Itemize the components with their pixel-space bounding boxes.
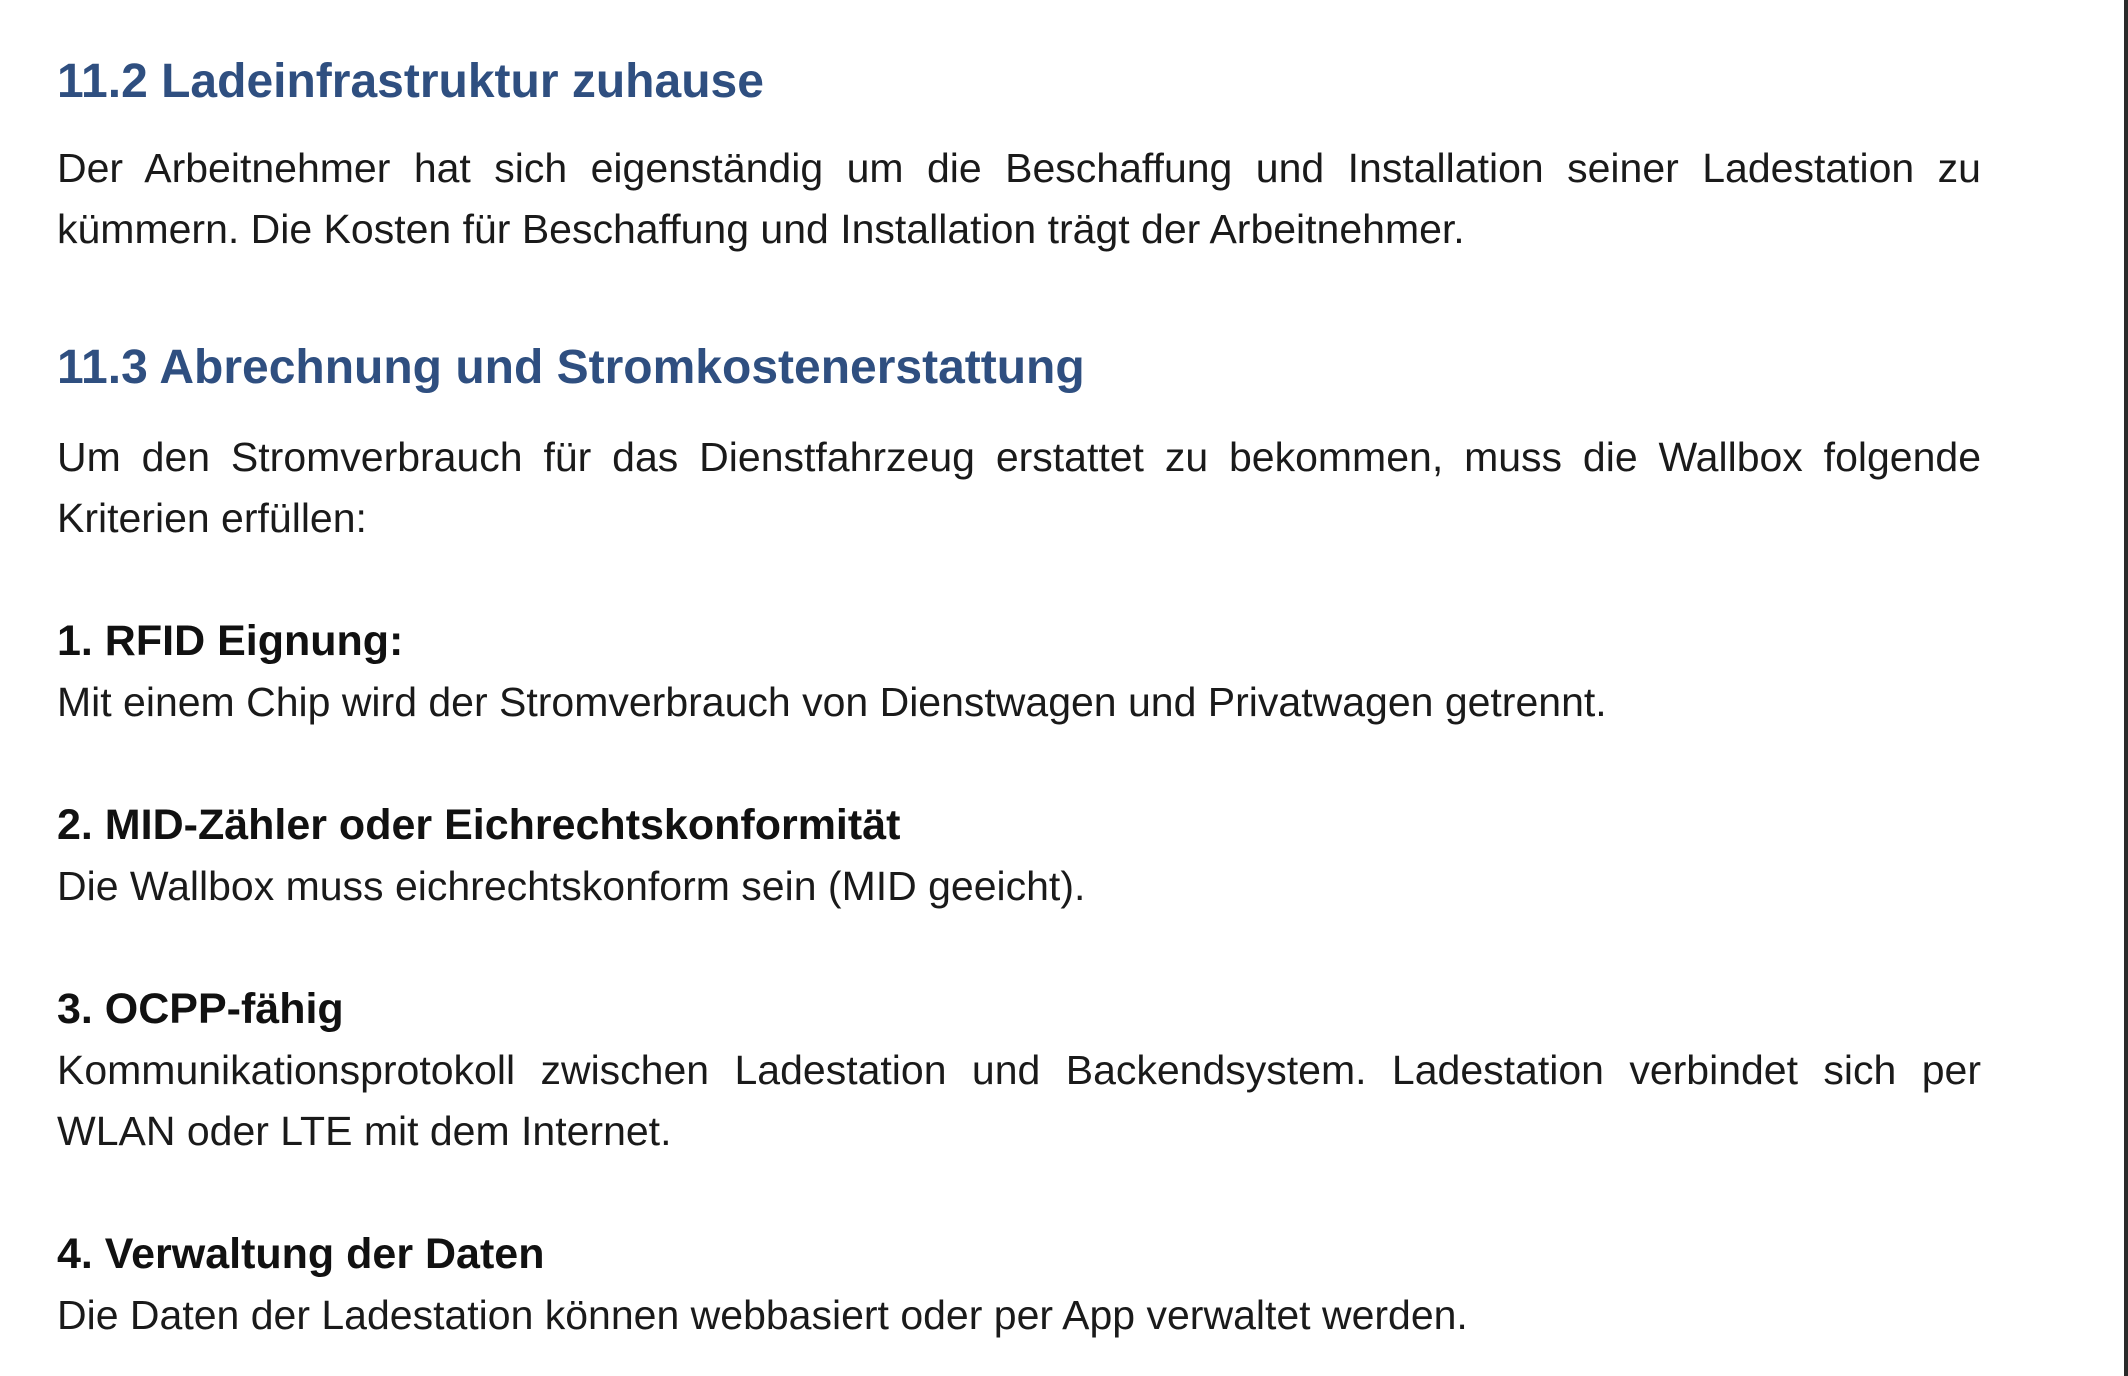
- criterion-2: [57, 795, 1981, 917]
- section-11-2-paragraph: Der Arbeitnehmer hat sich eigenständig um die Beschaffung und Installation seiner Ladestation zu kümmern. Die Kosten für Beschaffung und Installation trägt der Arbeitnehmer.: [57, 145, 1981, 252]
- criterion-4-body: Die Daten der Ladestation können webbasiert oder per App verwaltet werden.: [57, 1292, 1468, 1338]
- criterion-2-title: 2. MID-Zähler oder Eichrechtskonformität: [57, 801, 901, 849]
- document-content: [57, 52, 1981, 1346]
- criterion-3: [57, 979, 1981, 1162]
- section-11-3-paragraph: Um den Stromverbrauch für das Dienstfahrzeug erstattet zu bekommen, muss die Wallbox folgende Kriterien erfüllen:: [57, 434, 1981, 541]
- page-right-border: [2124, 0, 2128, 1376]
- criterion-2-body: Die Wallbox muss eichrechtskonform sein (MID geeicht).: [57, 863, 1086, 909]
- criterion-4-title: 4. Verwaltung der Daten: [57, 1230, 545, 1278]
- criterion-3-body: Kommunikationsprotokoll zwischen Ladestation und Backendsystem. Ladestation verbindet sich per WLAN oder LTE mit dem Internet.: [57, 1047, 1981, 1154]
- criterion-1-title: 1. RFID Eignung:: [57, 617, 404, 665]
- criterion-4: [57, 1224, 1981, 1346]
- criterion-1: [57, 611, 1981, 733]
- criterion-1-body: Mit einem Chip wird der Stromverbrauch von Dienstwagen und Privatwagen getrennt.: [57, 679, 1607, 725]
- criterion-3-title: 3. OCPP-fähig: [57, 985, 344, 1033]
- section-11-2-heading: 11.2 Ladeinfrastruktur zuhause: [57, 55, 764, 108]
- section-11-3-heading: 11.3 Abrechnung und Stromkostenerstattung: [57, 341, 1085, 394]
